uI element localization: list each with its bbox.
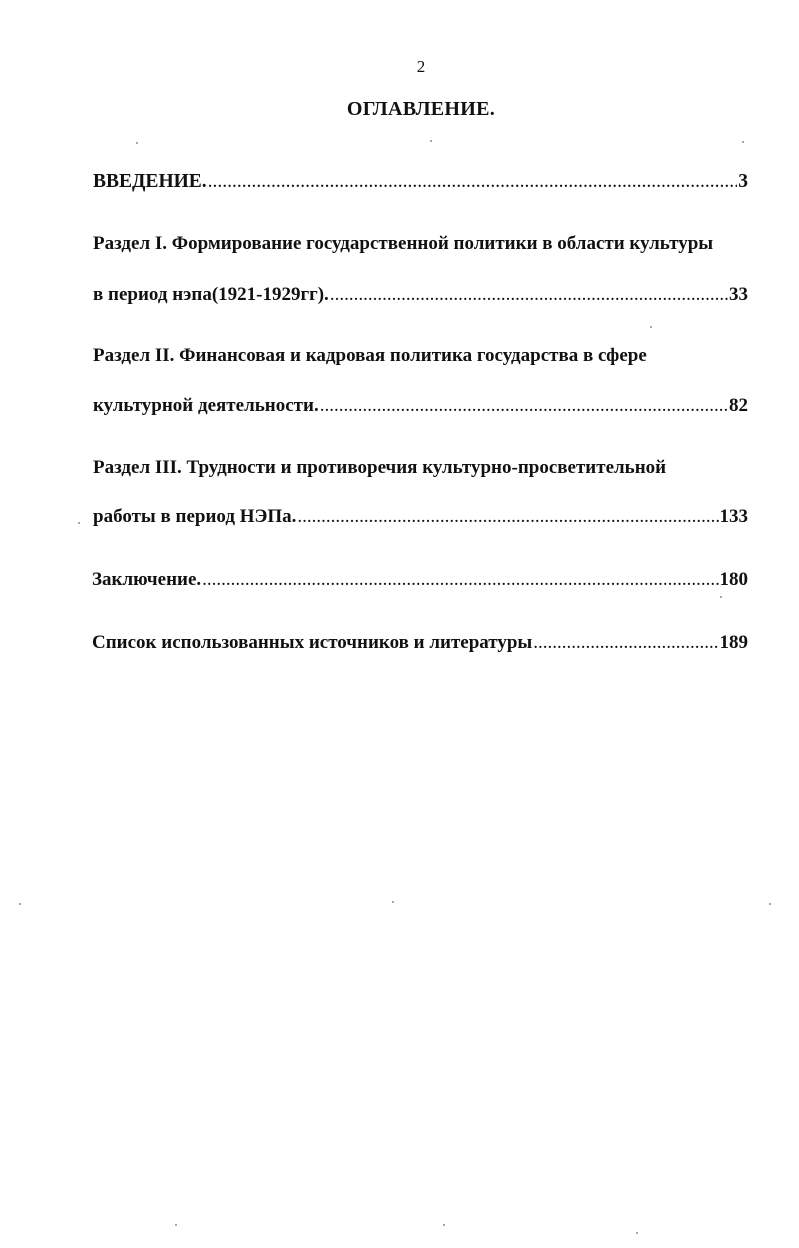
toc-entry-introduction[interactable] (93, 171, 748, 197)
scan-speck (443, 1224, 445, 1226)
dot-leader (297, 506, 718, 528)
toc-entry-label: Заключение. (92, 569, 202, 590)
toc-entry-page: 3 (738, 171, 748, 192)
dot-leader (202, 569, 718, 591)
scan-speck (19, 903, 21, 905)
toc-entry-conclusion[interactable] (92, 569, 748, 595)
scan-speck (769, 903, 771, 905)
scan-speck (78, 522, 80, 524)
toc-entry-label: работы в период НЭПа. (93, 506, 297, 527)
dot-leader (533, 632, 718, 654)
toc-entry-section-3-heading[interactable]: Раздел III. Трудности и противоречия культурно-просветительной (93, 457, 667, 478)
toc-entry-page: 180 (719, 569, 748, 590)
toc-entry-page: 82 (729, 395, 748, 416)
toc-entry-section-2-heading[interactable]: Раздел II. Финансовая и кадровая политика государства в сфере (93, 345, 647, 366)
toc-entry-section-1-heading[interactable]: Раздел I. Формирование государственной политики в области культуры (93, 233, 714, 254)
scan-speck (430, 140, 432, 142)
dot-leader (320, 395, 728, 417)
toc-entry-page: 33 (729, 284, 748, 305)
scan-speck (175, 1224, 177, 1226)
page-number: 2 (416, 57, 426, 76)
scan-speck (742, 141, 744, 143)
toc-entry-bibliography[interactable] (92, 632, 748, 658)
toc-entry-label: Список использованных источников и литературы (92, 632, 533, 653)
toc-entry-page: 189 (719, 632, 748, 653)
dot-leader (208, 171, 738, 193)
toc-entry-label: культурной деятельности. (93, 395, 319, 416)
scan-speck (636, 1232, 638, 1234)
dot-leader (330, 284, 728, 306)
scan-speck (392, 901, 394, 903)
scan-speck (720, 596, 722, 598)
scan-speck (136, 142, 138, 144)
toc-entry-section-3[interactable] (93, 506, 748, 532)
toc-entry-label: в период нэпа(1921-1929гг). (93, 284, 329, 305)
toc-entry-section-1[interactable] (93, 284, 748, 310)
toc-entry-label: ВВЕДЕНИЕ. (93, 171, 207, 192)
toc-entry-section-2[interactable] (93, 395, 748, 421)
toc-entry-page: 133 (719, 506, 748, 527)
scan-speck (650, 326, 652, 328)
toc-title: ОГЛАВЛЕНИЕ. (346, 98, 496, 120)
